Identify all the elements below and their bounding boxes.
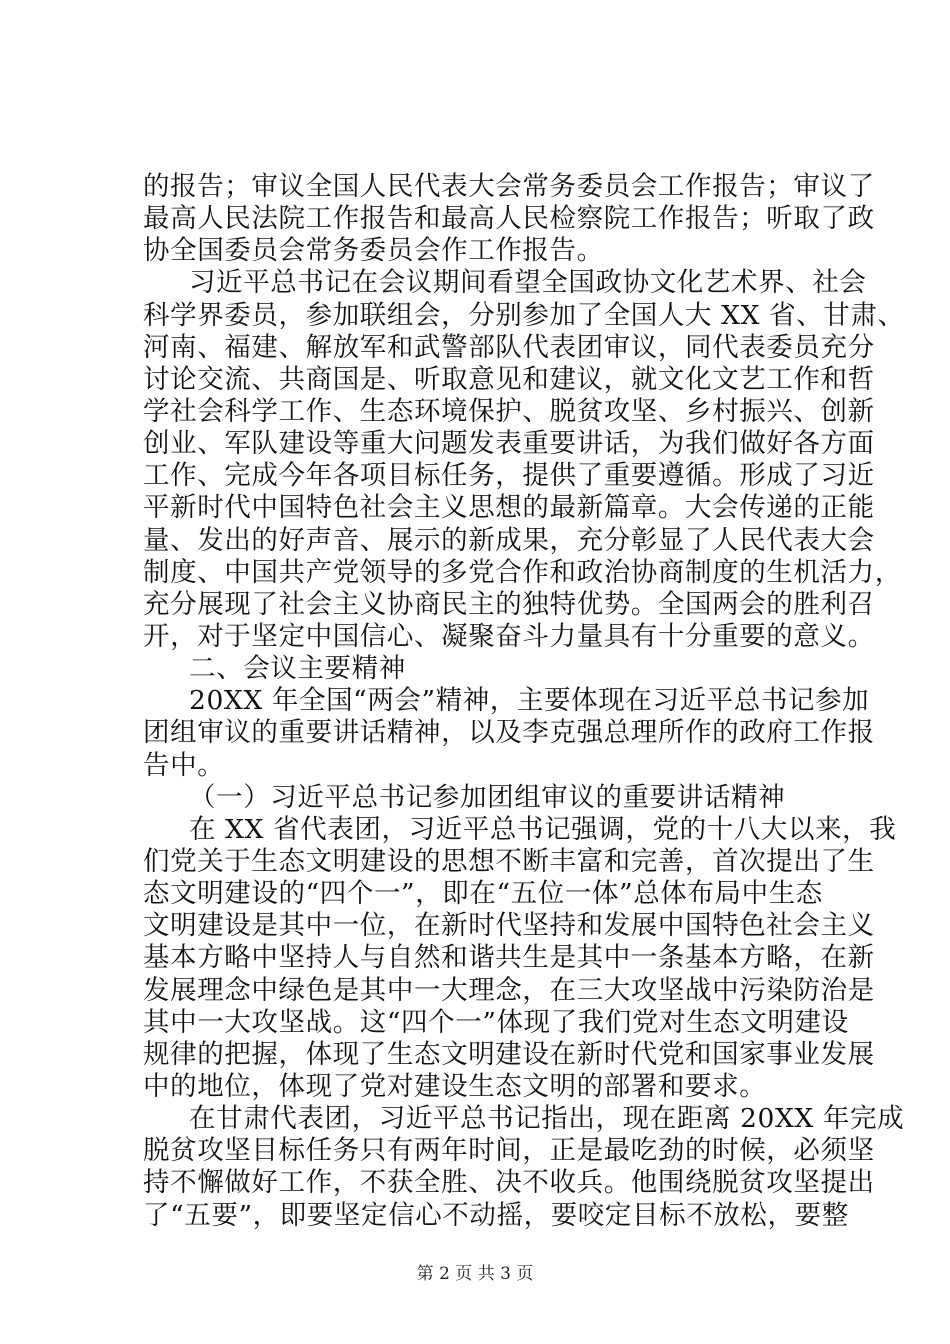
text-line: 科学界委员，参加联组会，分别参加了全国人大 XX 省、甘肃、 <box>143 299 905 331</box>
text-line: 平新时代中国特色社会主义思想的最新篇章。大会传递的正能 <box>143 492 875 524</box>
text-line: 态文明建设的“四个一”，即在“五位一体”总体布局中生态 <box>143 878 823 910</box>
text-line: 脱贫攻坚目标任务只有两年时间，正是最吃劲的时候，必须坚 <box>143 1135 875 1167</box>
paragraph-lines <box>143 171 905 1232</box>
text-line: 学社会科学工作、生态环境保护、脱贫攻坚、乡村振兴、创新 <box>143 395 875 427</box>
text-line: 中的地位，体现了党对建设生态文明的部署和要求。 <box>143 1070 767 1102</box>
text-line: 基本方略中坚持人与自然和谐共生是其中一条基本方略，在新 <box>143 942 875 974</box>
text-line: 规律的把握，体现了生态文明建设在新时代党和国家事业发展 <box>143 1038 875 1070</box>
page-number: 第 2 页 共 3 页 <box>416 1264 534 1284</box>
text-line: 的报告；审议全国人民代表大会常务委员会工作报告；审议了 <box>143 171 875 202</box>
text-line: （一）习近平总书记参加团组审议的重要讲话精神 <box>189 781 786 813</box>
text-line: 协全国委员会常务委员会作工作报告。 <box>143 235 604 267</box>
text-line: 创业、军队建设等重大问题发表重要讲话，为我们做好各方面 <box>143 428 875 460</box>
text-line: 在 XX 省代表团，习近平总书记强调，党的十八大以来，我 <box>189 813 897 845</box>
text-line: 团组审议的重要讲话精神，以及李克强总理所作的政府工作报 <box>143 717 875 749</box>
text-line: 告中。 <box>143 749 225 781</box>
text-line: 充分展现了社会主义协商民主的独特优势。全国两会的胜利召 <box>143 588 875 620</box>
text-line: 文明建设是其中一位，在新时代坚持和发展中国特色社会主义 <box>143 910 875 942</box>
document-body <box>143 171 905 1232</box>
text-line: 讨论交流、共商国是、听取意见和建议，就文化文艺工作和哲 <box>143 363 875 395</box>
text-line: 工作、完成今年各项目标任务，提供了重要遵循。形成了习近 <box>143 460 875 492</box>
text-line: 二、会议主要精神 <box>189 653 406 685</box>
text-line: 制度、中国共产党领导的多党合作和政治协商制度的生机活力， <box>143 556 902 588</box>
text-line: 20XX 年全国“两会”精神，主要体现在习近平总书记参加 <box>189 685 870 717</box>
text-line: 最高人民法院工作报告和最高人民检察院工作报告；听取了政 <box>143 203 875 235</box>
text-line: 了“五要”，即要坚定信心不动摇，要咬定目标不放松，要整 <box>143 1199 849 1231</box>
text-line: 习近平总书记在会议期间看望全国政协文化艺术界、社会 <box>189 267 867 299</box>
text-line: 在甘肃代表团，习近平总书记指出，现在距离 20XX 年完成 <box>189 1103 905 1135</box>
text-line: 开，对于坚定中国信心、凝聚奋斗力量具有十分重要的意义。 <box>143 620 875 652</box>
text-line: 们党关于生态文明建设的思想不断丰富和完善，首次提出了生 <box>143 845 875 877</box>
text-line: 发展理念中绿色是其中一大理念，在三大攻坚战中污染防治是 <box>143 974 875 1006</box>
text-line: 其中一大攻坚战。这“四个一”体现了我们党对生态文明建设 <box>143 1006 849 1038</box>
text-line: 河南、福建、解放军和武警部队代表团审议，同代表委员充分 <box>143 331 875 363</box>
page-footer <box>0 1264 950 1284</box>
text-line: 持不懈做好工作，不获全胜、决不收兵。他围绕脱贫攻坚提出 <box>143 1167 875 1199</box>
text-line: 量、发出的好声音、展示的新成果，充分彰显了人民代表大会 <box>143 524 875 556</box>
